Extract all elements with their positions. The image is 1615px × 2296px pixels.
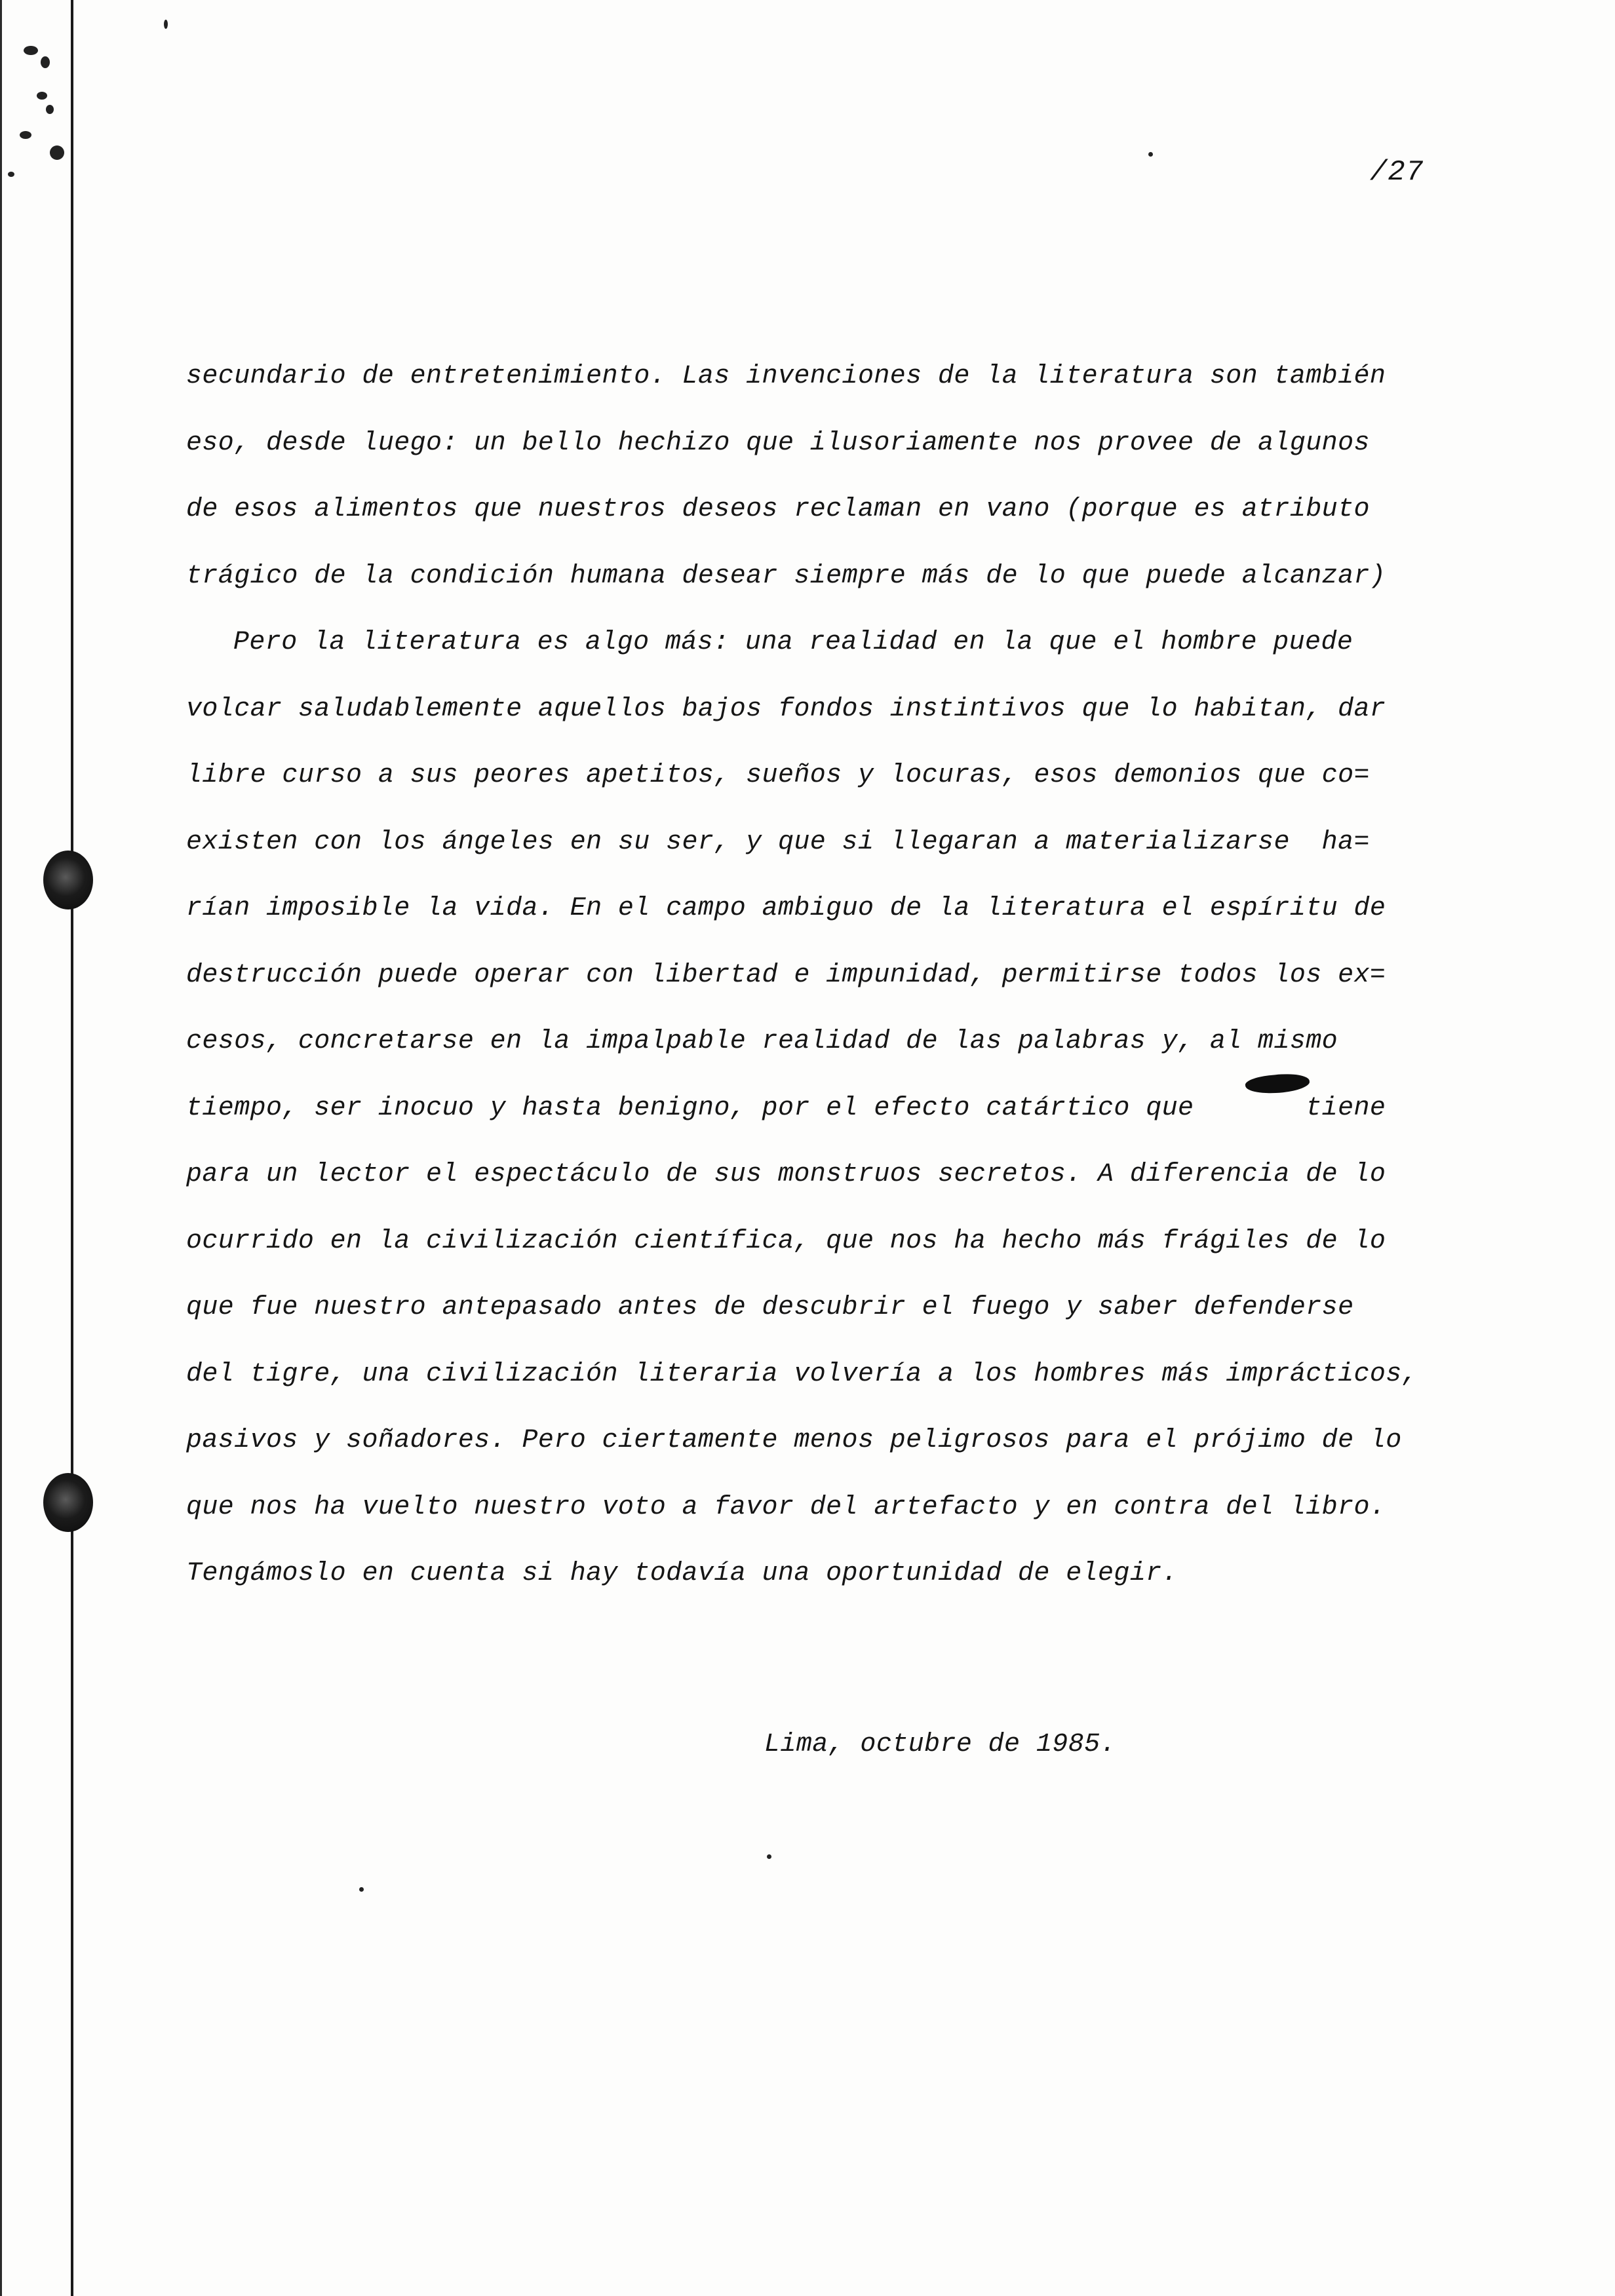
scan-speck [46, 105, 54, 114]
text-line: Tengámoslo en cuenta si hay todavía una oportunidad de elegir. [186, 1559, 1178, 1588]
text-line: Pero la literatura es algo más: una realidad en la que el hombre puede [233, 628, 1353, 657]
text-line: rían imposible la vida. En el campo ambiguo de la literatura el espíritu de [186, 894, 1386, 923]
scan-speck [164, 20, 168, 29]
text-line: destrucción puede operar con libertad e impunidad, permitirse todos los ex= [186, 960, 1386, 990]
scan-speck [37, 92, 47, 100]
text-line: del tigre, una civilización literaria volvería a los hombres más imprácticos, [186, 1359, 1418, 1389]
scan-speck [50, 145, 64, 160]
text-line: de esos alimentos que nuestros deseos reclaman en vano (porque es atributo [186, 495, 1370, 524]
text-line: cesos, concretarse en la impalpable realidad de las palabras y, al mismo [186, 1027, 1338, 1056]
text-line: que fue nuestro antepasado antes de descubrir el fuego y saber defenderse [186, 1293, 1354, 1322]
page-number: /27 [1370, 156, 1424, 189]
text-line: ocurrido en la civilización científica, que nos ha hecho más frágiles de lo [186, 1226, 1386, 1256]
scan-speck [1148, 152, 1153, 157]
binding-margin-line [71, 0, 73, 2296]
text-line: existen con los ángeles en su ser, y que si llegaran a materializarse ha= [186, 827, 1370, 857]
scan-speck [767, 1854, 771, 1859]
scan-speck [359, 1887, 364, 1892]
punch-hole-upper [43, 851, 93, 909]
text-line: tiempo, ser inocuo y hasta benigno, por el efecto catártico que tiene [186, 1093, 1386, 1123]
scan-speck [20, 131, 31, 139]
text-line: secundario de entretenimiento. Las invenciones de la literatura son también [186, 362, 1386, 391]
text-line: libre curso a sus peores apetitos, sueños y locuras, esos demonios que co= [186, 761, 1370, 790]
text-line: trágico de la condición humana desear siempre más de lo que puede alcanzar) [186, 561, 1386, 591]
place-date-line: Lima, octubre de 1985. [764, 1730, 1116, 1759]
scan-speck [24, 46, 38, 55]
text-line: volcar saludablemente aquellos bajos fondos instintivos que lo habitan, dar [186, 694, 1386, 724]
text-line: para un lector el espectáculo de sus monstruos secretos. A diferencia de lo [186, 1160, 1386, 1189]
scan-speck [41, 56, 50, 68]
text-line: eso, desde luego: un bello hechizo que ilusoriamente nos provee de algunos [186, 428, 1370, 458]
scan-speck [8, 172, 14, 177]
body-text [186, 343, 1497, 1607]
text-line: pasivos y soñadores. Pero ciertamente menos peligrosos para el prójimo de lo [186, 1426, 1402, 1455]
text-line: que nos ha vuelto nuestro voto a favor del artefacto y en contra del libro. [186, 1492, 1386, 1522]
punch-hole-lower [43, 1473, 93, 1532]
page-left-edge [0, 0, 2, 2296]
